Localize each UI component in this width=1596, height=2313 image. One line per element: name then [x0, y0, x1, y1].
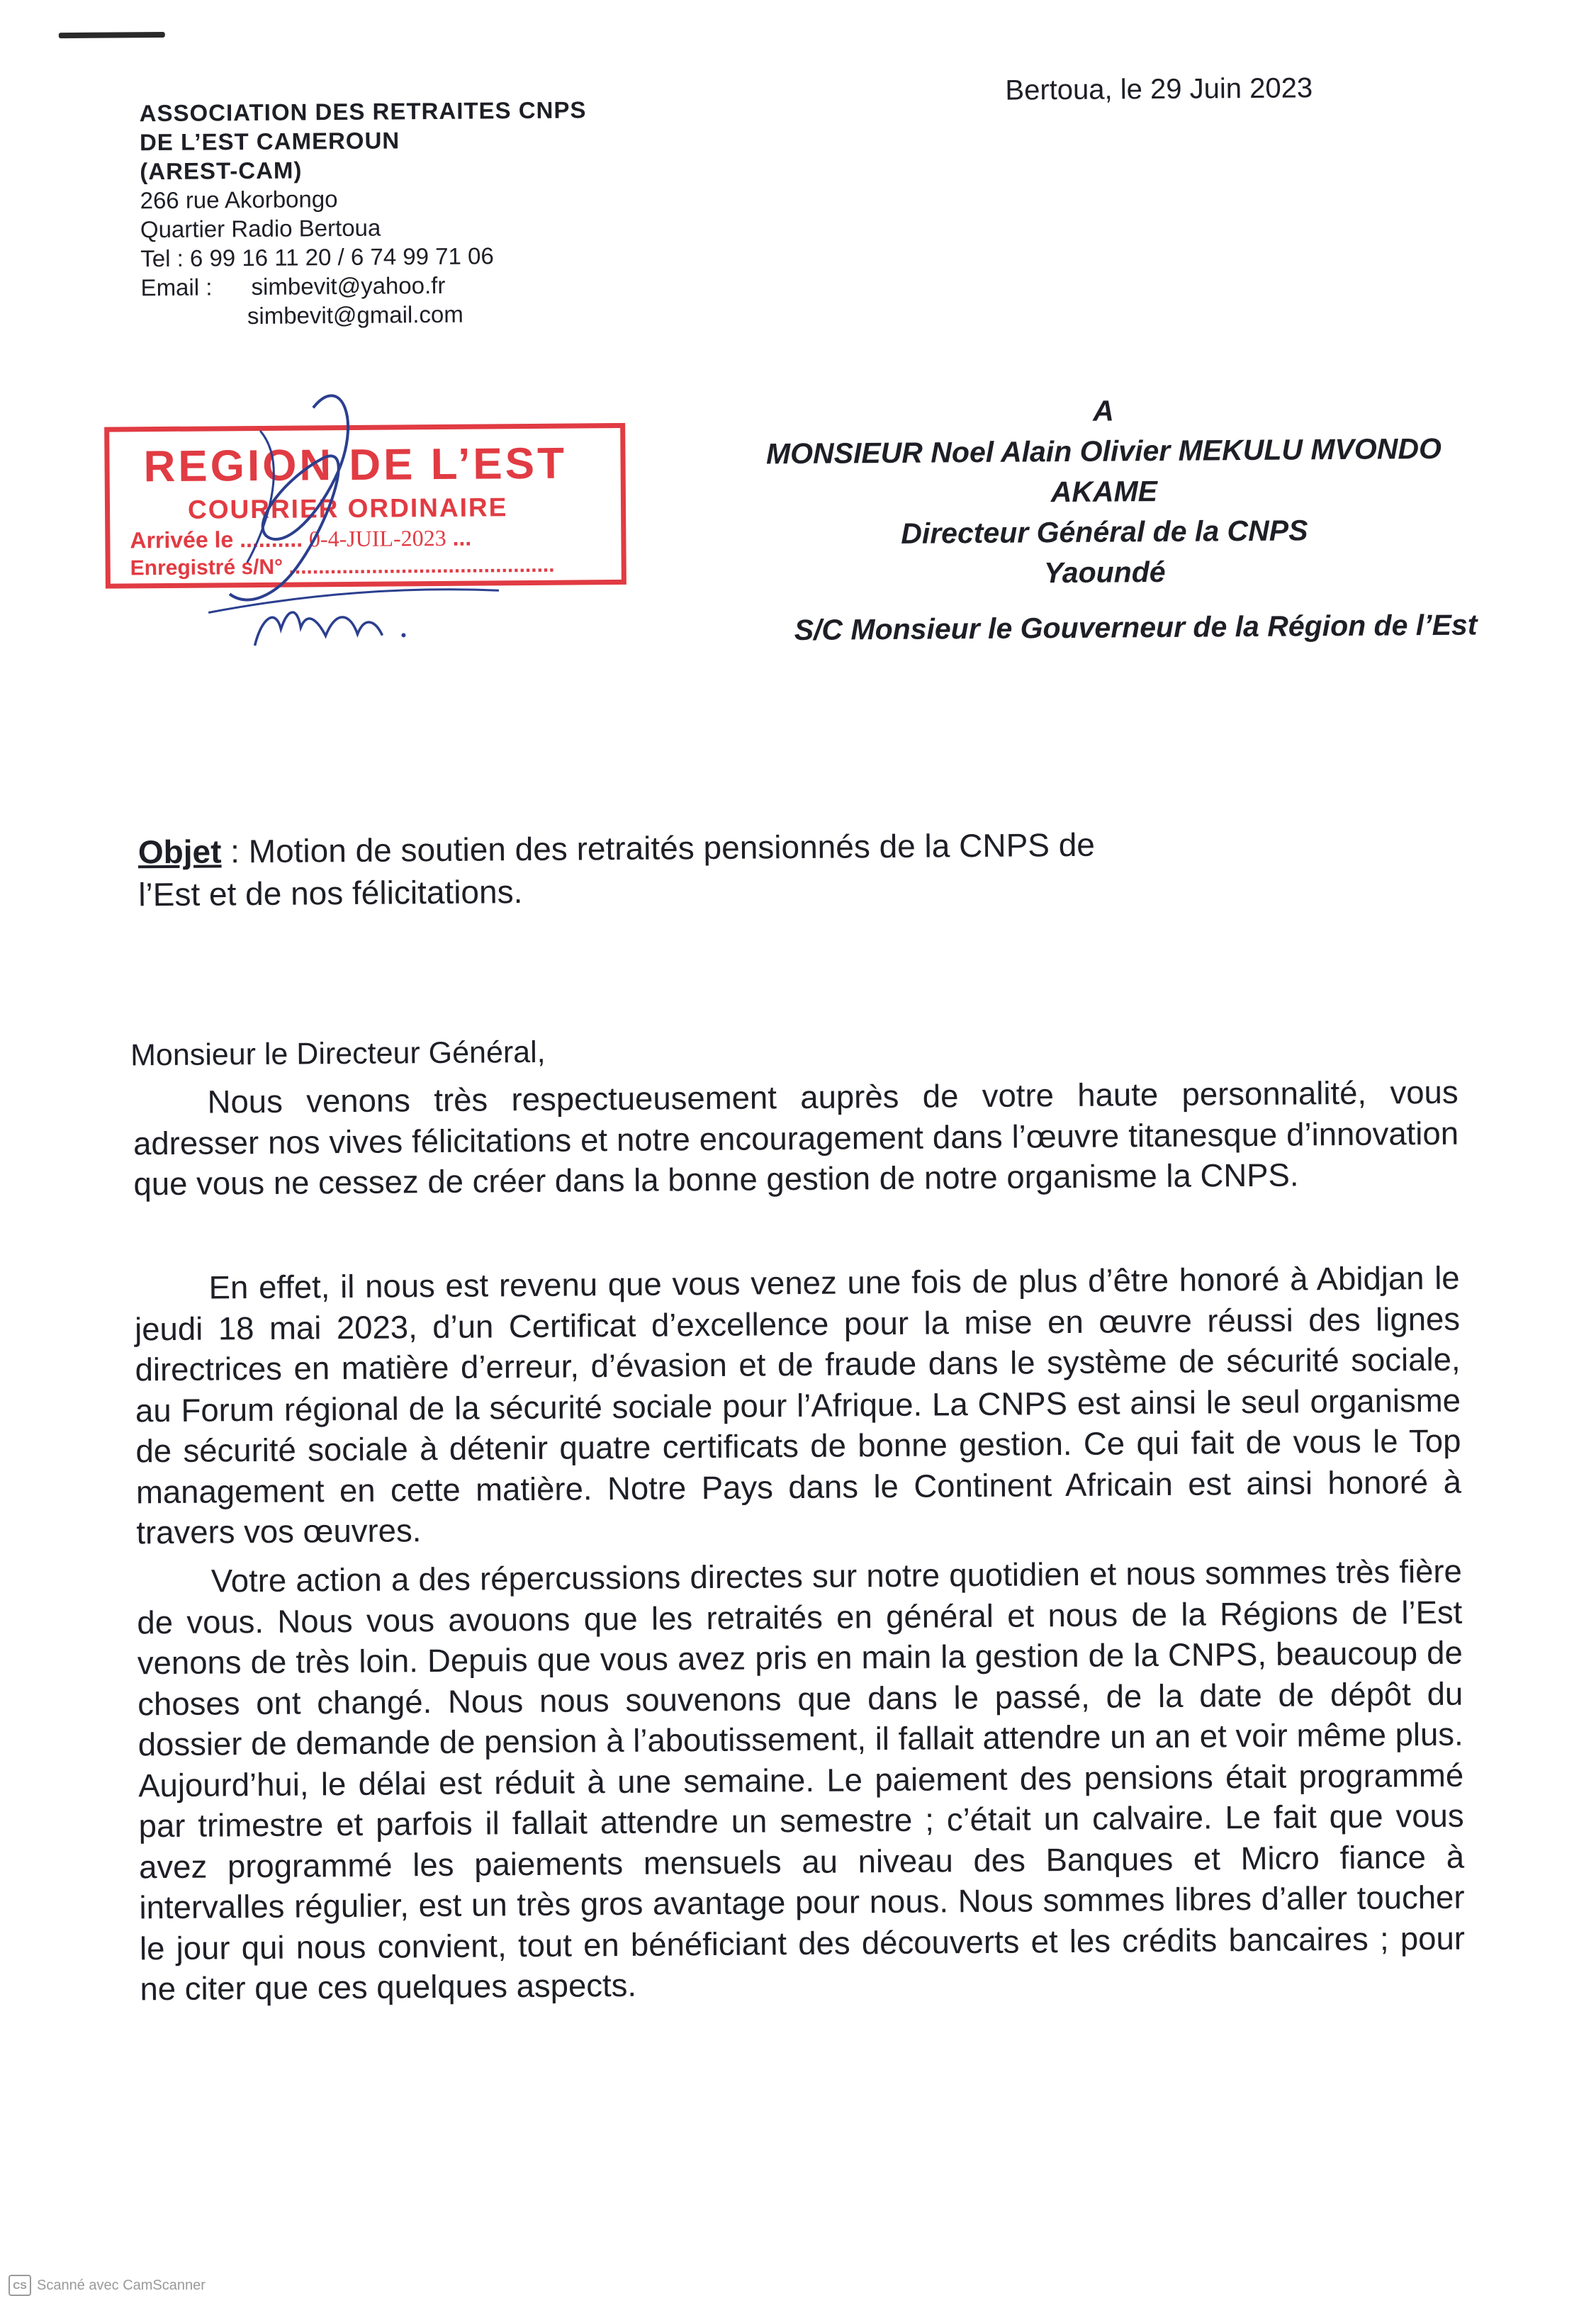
top-dash-mark — [59, 32, 165, 38]
sender-org-line2: DE L’EST CAMEROUN — [139, 127, 400, 156]
sender-address2: Quartier Radio Bertoua — [140, 214, 381, 243]
sender-tel: Tel : 6 99 16 11 20 / 6 74 99 71 06 — [140, 242, 494, 272]
addressee-a: A — [1093, 394, 1114, 427]
stamp-arrived-label: Arrivée le — [130, 527, 234, 553]
body-paragraph: Votre action a des répercussions directes sur notre quotidien et nous sommes très fière de vous. Nous vous avouons que les retraités en général et nous de la Régions de l’Est venons de très loin. Depuis que vous avez pris en main la gestion de la CNPS, beaucoup de choses ont changé. Nous nous souvenons que dans le passé, de la date de dépôt du dossier de demande de pension à l’aboutissement, il fallait attendre un an et voir même plus. Aujourd’hui, le délai est réduit à une semaine. Le paiement des pensions était programmé par trimestre et parfois il fallait attendre un semestre ; c’était un calvaire. Le fait que vous avez programmé les paiements mensuels au niveau des Banques et Micro fiance à intervalles régulier, est un très gros avantage pour nous. Nous sommes libres d’aller toucher le jour qui nous convient, tout en bénéficiant des découverts et les crédits bancaires ; pour ne citer que ces quelques aspects. — [137, 1553, 1466, 2008]
subject-block — [138, 823, 1131, 916]
addressee-city: Yaoundé — [1043, 555, 1166, 590]
addressee-name-line1: MONSIEUR Noel Alain Olivier MEKULU MVONDO — [765, 432, 1442, 471]
body-paragraph: En effet, il nous est revenu que vous venez une fois de plus d’être honoré à Abidjan le jeudi 18 mai 2023, d’un Certificat d’excellence pour la mise en œuvre réussi des lignes directrices en matière d’erreur, d’évasion et de fraude dans le système de sécurité sociale, au Forum régional de la sécurité sociale pour l’Afrique. La CNPS est ainsi le seul organisme de sécurité sociale à détenir quatre certificats de bonne gestion. Ce qui fait de vous le Top management en cette matière. Notre Pays dans le Continent Africain est ainsi honoré à travers vos œuvres. — [134, 1259, 1462, 1551]
stamp-registered-row: Enregistré s/N° ............................................. — [130, 553, 555, 580]
stamp-title: REGION DE L’EST — [143, 439, 568, 492]
addressee-name-line2: AKAME — [1050, 474, 1158, 509]
scanner-footer — [9, 2275, 206, 2296]
sender-block — [139, 95, 651, 332]
stamp-arrived-value: 0-4-JUIL-2023 — [308, 524, 446, 552]
sender-email1: simbevit@yahoo.fr — [251, 271, 446, 300]
sender-email2: simbevit@gmail.com — [247, 300, 463, 330]
scanner-footer-text: Scanné avec CamScanner — [37, 2277, 206, 2293]
stamp-registered-label: Enregistré s/N° — [130, 555, 283, 580]
stamp-arrived-row: Arrivée le .......... 0-4-JUIL-2023 ... — [130, 524, 472, 553]
subject-label: Objet — [137, 833, 222, 871]
subject-text: : Motion de soutien des retraités pensionnés de la CNPS de l’Est et de nos félicitations. — [138, 826, 1096, 913]
addressee-block — [696, 388, 1512, 596]
handwritten-signature — [101, 370, 641, 658]
sender-address1: 266 rue Akorbongo — [140, 186, 338, 214]
sous-couvert-line: S/C Monsieur le Gouverneur de la Région de l’Est — [794, 608, 1478, 647]
sender-email-label: Email : — [140, 274, 213, 301]
addressee-title: Directeur Général de la CNPS — [901, 514, 1308, 550]
body-paragraph: Nous venons très respectueusement auprès de votre haute personnalité, vous adresser nos vives félicitations et notre encouragement dans l’œuvre titanesque d’innovation que vous ne cessez de créer dans la bonne gestion de notre organisme la CNPS. — [133, 1074, 1459, 1203]
sender-org-line3: (AREST-CAM) — [140, 157, 303, 185]
sender-email-row — [140, 269, 651, 332]
sender-org-line1: ASSOCIATION DES RETRAITES CNPS — [139, 96, 587, 127]
stamp-subtitle: COURRIER ORDINAIRE — [187, 493, 508, 524]
camscanner-icon: CS — [9, 2275, 31, 2296]
salutation: Monsieur le Directeur Général, — [130, 1035, 546, 1073]
date-line: Bertoua, le 29 Juin 2023 — [1005, 72, 1313, 106]
